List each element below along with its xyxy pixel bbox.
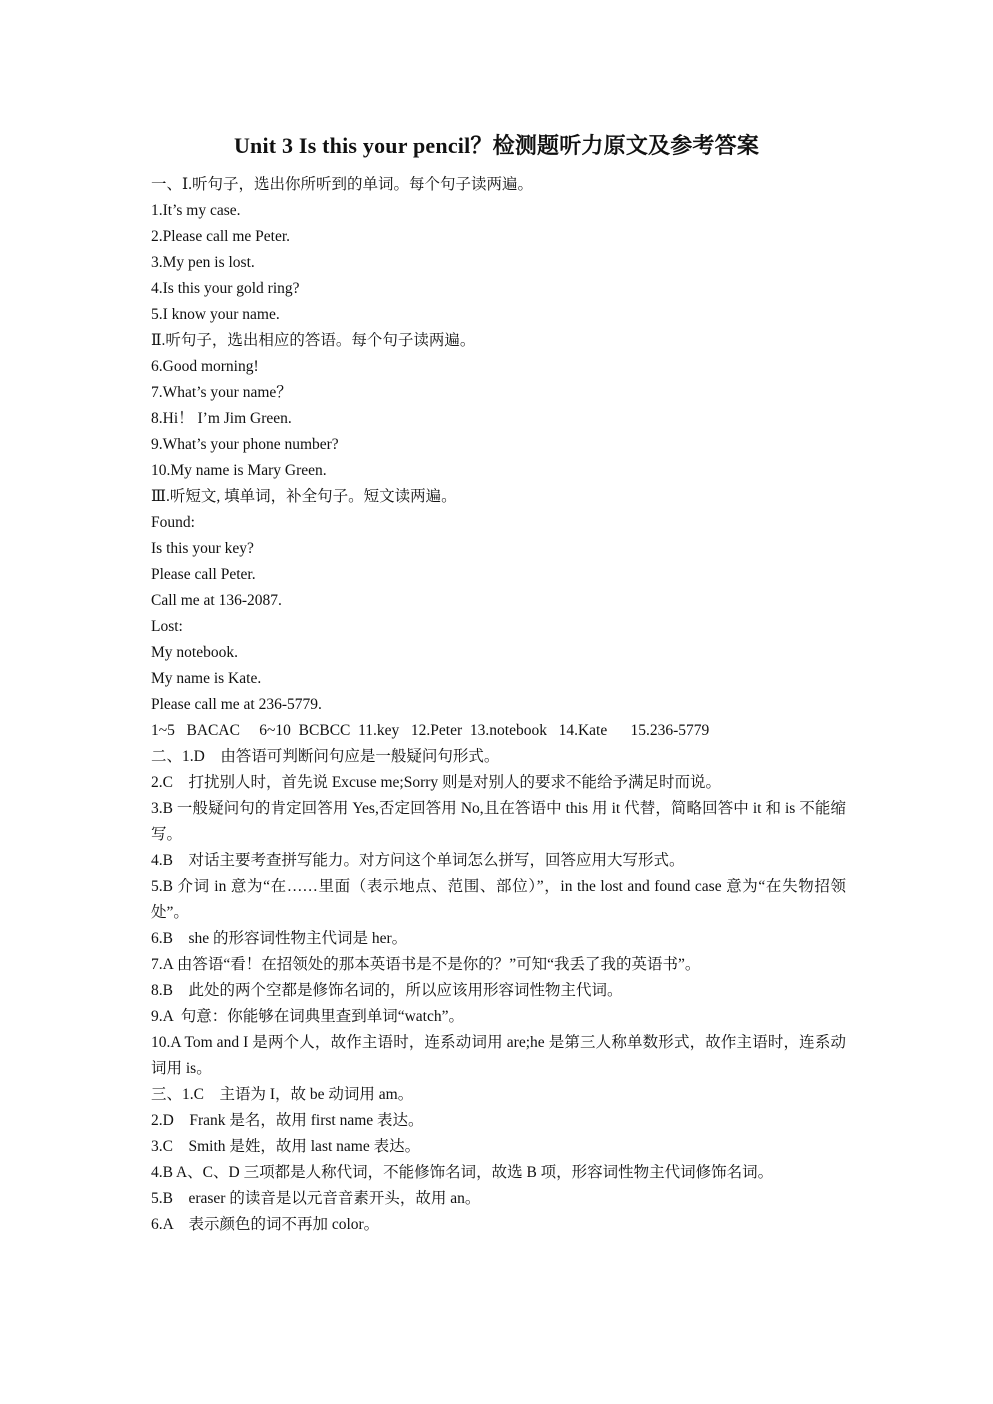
- section-3-answer: 2.D Frank 是名，故用 first name 表达。: [151, 1112, 424, 1129]
- passage-line: Lost:: [151, 618, 183, 635]
- listening-item: 6.Good morning!: [151, 358, 259, 375]
- passage-line: Found:: [151, 514, 195, 531]
- listening-item: 8.Hi！ I’m Jim Green.: [151, 410, 292, 427]
- passage-line: My notebook.: [151, 644, 238, 661]
- listening-item: 10.My name is Mary Green.: [151, 462, 327, 479]
- listening-item: 9.What’s your phone number?: [151, 436, 339, 453]
- section-3-answer: 6.A 表示颜色的词不再加 color。: [151, 1216, 380, 1233]
- part-2-heading: Ⅱ.听句子，选出相应的答语。每个句子读两遍。: [151, 332, 476, 349]
- listening-item: 3.My pen is lost.: [151, 254, 255, 271]
- section-3-answer: 4.B A、C、D 三项都是人称代词，不能修饰名词，故选 B 项，形容词性物主代词修饰名词。: [151, 1164, 774, 1181]
- section-2-answer: 2.C 打扰别人时，首先说 Excuse me;Sorry 则是对别人的要求不能给予满足时而说。: [151, 774, 722, 791]
- section-2-answer: 5.B 介词 in 意为“在……里面（表示地点、范围、部位）”，in the lost and found case 意为“在失物招领处”。: [151, 878, 846, 921]
- part-3-heading: Ⅲ.听短文, 填单词，补全句子。短文读两遍。: [151, 488, 457, 505]
- section-2-answer: 3.B 一般疑问句的肯定回答用 Yes,否定回答用 No,且在答语中 this 用 it 代替，简略回答中 it 和 is 不能缩写。: [151, 800, 846, 843]
- listening-item: 2.Please call me Peter.: [151, 228, 291, 245]
- passage-line: My name is Kate.: [151, 670, 262, 687]
- section-2-answer: 4.B 对话主要考查拼写能力。对方问这个单词怎么拼写，回答应用大写形式。: [151, 852, 685, 869]
- section-2-answer: 10.A Tom and I 是两个人，故作主语时，连系动词用 are;he 是第三人称单数形式，故作主语时，连系动词用 is。: [151, 1034, 846, 1077]
- section-3-answer: 5.B eraser 的读音是以元音音素开头，故用 an。: [151, 1190, 481, 1207]
- answer-key-line: 1~5 BACAC 6~10 BCBCC 11.key 12.Peter 13.notebook 14.Kate 15.236-5779: [151, 722, 710, 739]
- section-1-heading: 一、Ⅰ.听句子，选出你所听到的单词。每个句子读两遍。: [151, 176, 533, 193]
- section-2-answer: 9.A 句意：你能够在词典里查到单词“watch”。: [151, 1008, 464, 1025]
- section-2-answer: 二、1.D 由答语可判断问句应是一般疑问句形式。: [151, 748, 500, 765]
- listening-item: 1.It’s my case.: [151, 202, 241, 219]
- passage-line: Please call me at 236-5779.: [151, 696, 322, 713]
- page-title: Unit 3 Is this your pencil？检测题听力原文及参考答案: [233, 133, 760, 158]
- passage-line: Is this your key?: [151, 540, 254, 557]
- section-2-answer: 6.B she 的形容词性物主代词是 her。: [151, 930, 408, 947]
- section-2-answer: 7.A 由答语“看！在招领处的那本英语书是不是你的？”可知“我丢了我的英语书”。: [151, 956, 701, 973]
- passage-line: Please call Peter.: [151, 566, 256, 583]
- document-body: [151, 172, 846, 1238]
- section-3-answer: 三、1.C 主语为 I，故 be 动词用 am。: [151, 1086, 414, 1103]
- section-3-answer: 3.C Smith 是姓，故用 last name 表达。: [151, 1138, 421, 1155]
- listening-item: 7.What’s your name？: [151, 384, 292, 401]
- listening-item: 5.I know your name.: [151, 306, 280, 323]
- passage-line: Call me at 136-2087.: [151, 592, 282, 609]
- listening-item: 4.Is this your gold ring?: [151, 280, 300, 297]
- section-2-answer: 8.B 此处的两个空都是修饰名词的，所以应该用形容词性物主代词。: [151, 982, 623, 999]
